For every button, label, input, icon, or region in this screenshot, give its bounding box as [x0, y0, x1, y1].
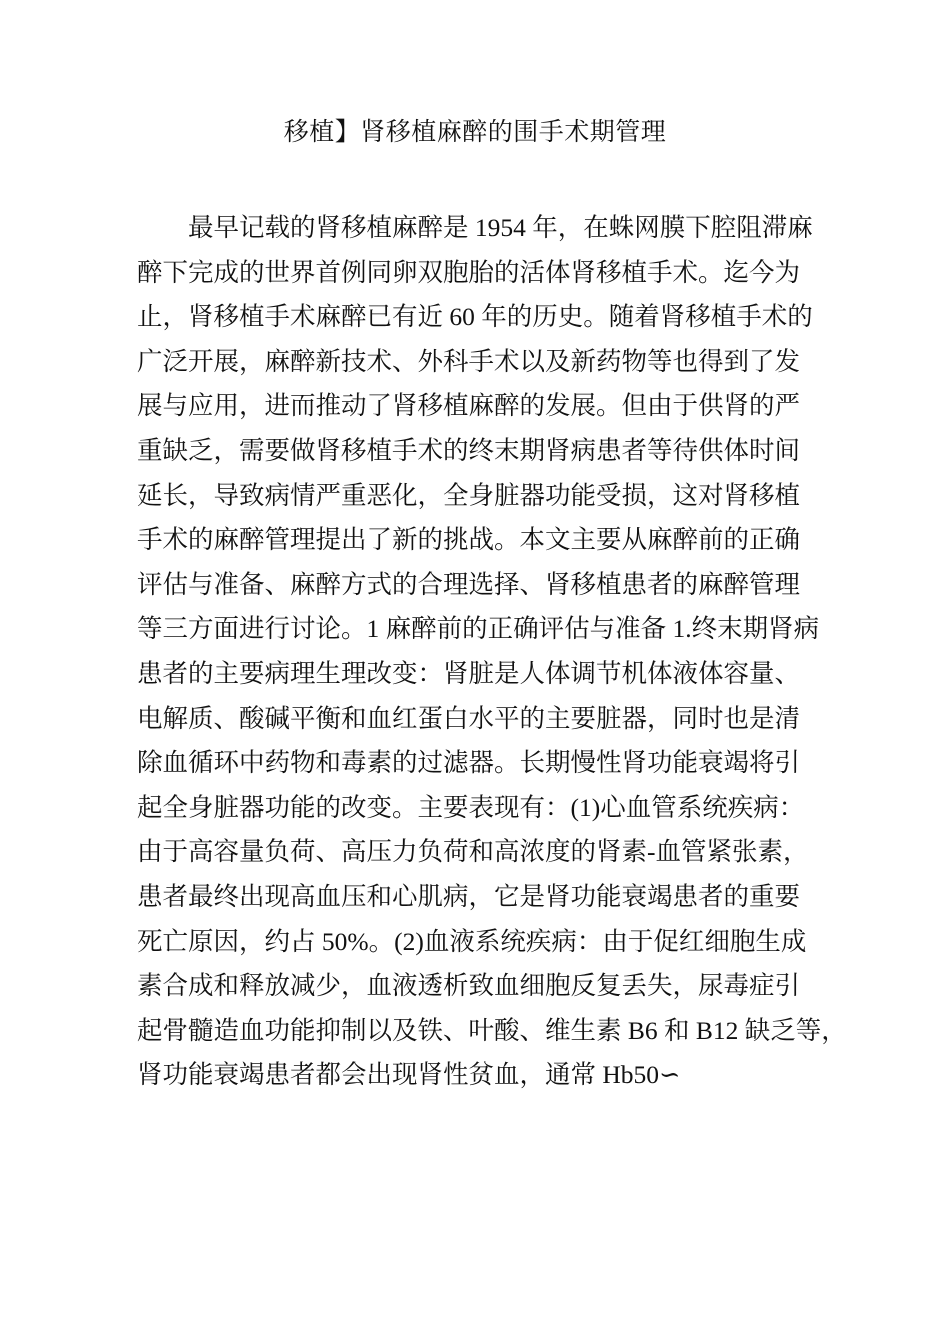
text-line: 患者最终出现高血压和心肌病，它是肾功能衰竭患者的重要: [137, 881, 801, 911]
text-line: 最早记载的肾移植麻醉是 1954 年，在蛛网膜下腔阻滞麻: [188, 213, 813, 242]
text-line: 除血循环中药物和毒素的过滤器。长期慢性肾功能衰竭将引: [137, 748, 801, 778]
text-line: 手术的麻醉管理提出了新的挑战。本文主要从麻醉前的正确: [137, 525, 801, 555]
text-line: 起全身脏器功能的改变。主要表现有：(1)心血管系统疾病：: [137, 792, 805, 822]
text-line: 重缺乏，需要做肾移植手术的终末期肾病患者等待供体时间: [137, 435, 801, 465]
text-line: 醉下完成的世界首例同卵双胞胎的活体肾移植手术。迄今为: [137, 257, 801, 287]
text-line: 广泛开展，麻醉新技术、外科手术以及新药物等也得到了发: [137, 346, 801, 376]
document-title: 移植】肾移植麻醉的围手术期管理: [283, 119, 667, 146]
text-line: 患者的主要病理生理改变：肾脏是人体调节机体液体容量、: [137, 658, 801, 688]
text-line: 止，肾移植手术麻醉已有近 60 年的历史。随着肾移植手术的: [137, 302, 813, 332]
text-line: 死亡原因，约占 50%。(2)血液系统疾病：由于促红细胞生成: [137, 926, 807, 956]
text-line: 评估与准备、麻醉方式的合理选择、肾移植患者的麻醉管理: [137, 569, 801, 599]
text-line: 展与应用，进而推动了肾移植麻醉的发展。但由于供肾的严: [137, 391, 801, 421]
text-line: 素合成和释放减少，血液透析致血细胞反复丢失，尿毒症引: [137, 971, 801, 1001]
text-line: 肾功能衰竭患者都会出现肾性贫血，通常 Hb50∽: [137, 1060, 681, 1090]
body-paragraph: [137, 206, 847, 1098]
text-line: 由于高容量负荷、高压力负荷和高浓度的肾素-血管紧张素，: [137, 837, 809, 867]
text-line: 延长，导致病情严重恶化，全身脏器功能受损，这对肾移植: [137, 480, 801, 510]
text-line: 电解质、酸碱平衡和血红蛋白水平的主要脏器，同时也是清: [137, 703, 801, 733]
text-line: 等三方面进行讨论。1 麻醉前的正确评估与准备 1.终末期肾病: [137, 614, 820, 644]
text-line: 起骨髓造血功能抑制以及铁、叶酸、维生素 B6 和 B12 缺乏等，: [137, 1015, 847, 1045]
